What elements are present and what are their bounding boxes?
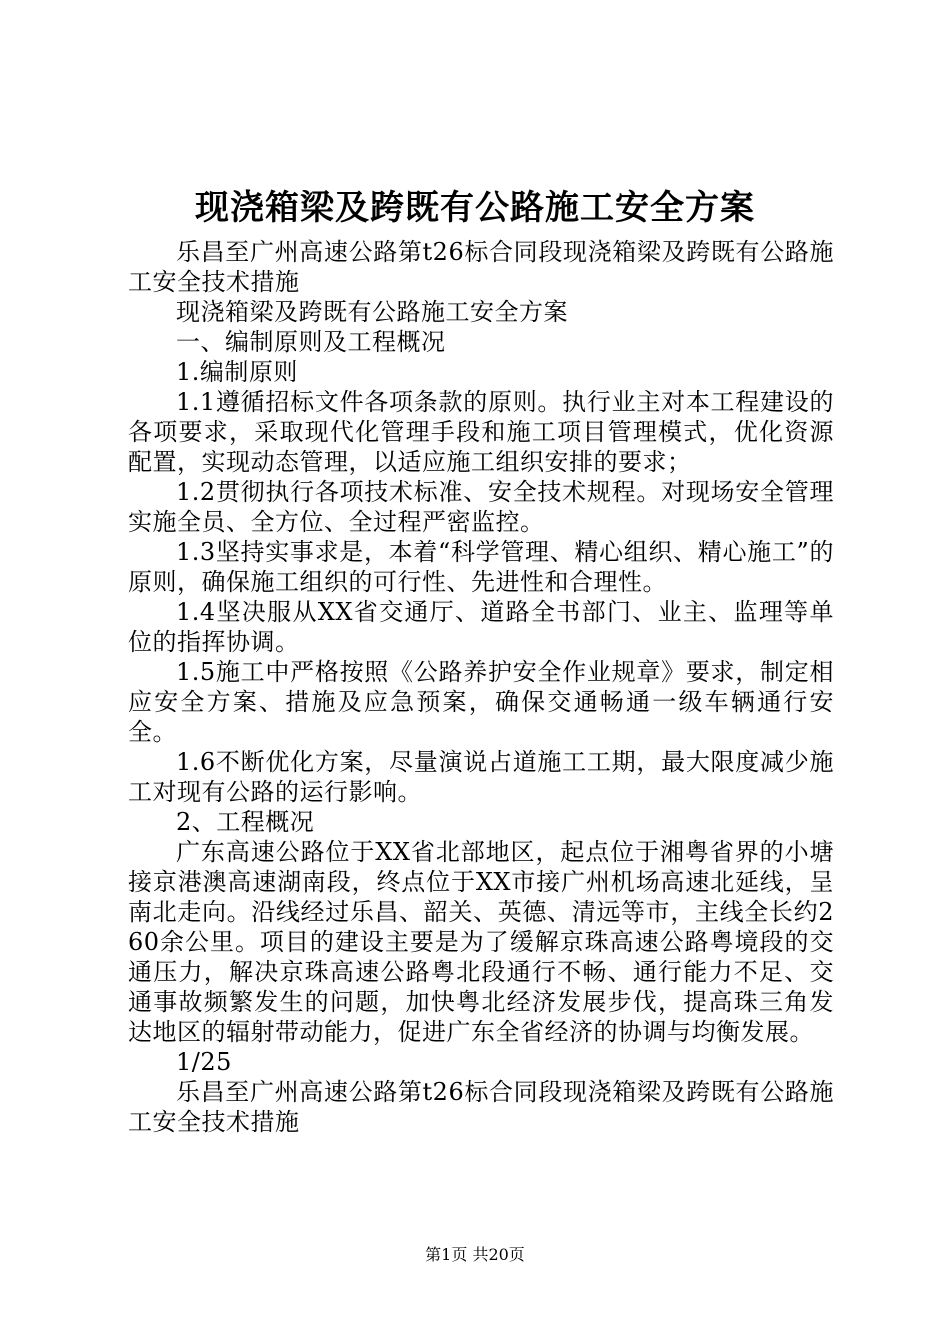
paragraph-1-1: 1.1遵循招标文件各项条款的原则。执行业主对本工程建设的各项要求，采取现代化管理手段和施工项目管理模式，优化资源配置，实现动态管理，以适应施工组织安排的要求；: [128, 388, 834, 476]
document-title: 现浇箱梁及跨既有公路施工安全方案: [195, 188, 755, 228]
document-body: [128, 237, 834, 1137]
paragraph-1-3: 1.3坚持实事求是，本着“科学管理、精心组织、精心施工”的原则，确保施工组织的可行性、先进性和合理性。: [128, 538, 834, 596]
paragraph-overview: 广东高速公路位于XX省北部地区，起点位于湘粤省界的小塘接京港澳高速湖南段，终点位于XX市接广州机场高速北延线，呈南北走向。沿线经过乐昌、韶关、英德、清远等市，主线全长约260余公里。项目的建设主要是为了缓解京珠高速公路粤境段的交通压力，解决京珠高速公路粤北段通行不畅、通行能力不足、交通事故频繁发生的问题，加快粤北经济发展步伐，提高珠三角发达地区的辐射带动能力，促进广东全省经济的协调与均衡发展。: [128, 838, 834, 1046]
paragraph-header-note: 乐昌至广州高速公路第t26标合同段现浇箱梁及跨既有公路施工安全技术措施: [128, 238, 834, 296]
page-footer: 第1页 共20页: [425, 1245, 525, 1264]
paragraph-1-5: 1.5施工中严格按照《公路养护安全作业规章》要求，制定相应安全方案、措施及应急预案，确保交通畅通一级车辆通行安全。: [128, 658, 834, 746]
paragraph-1-4: 1.4坚决服从XX省交通厅、道路全书部门、业主、监理等单位的指挥协调。: [128, 598, 834, 656]
paragraph-subtitle: 现浇箱梁及跨既有公路施工安全方案: [176, 298, 568, 326]
paragraph-repeated-header: 乐昌至广州高速公路第t26标合同段现浇箱梁及跨既有公路施工安全技术措施: [128, 1078, 834, 1136]
section-heading-1: 一、编制原则及工程概况: [176, 328, 446, 356]
paragraph-1-2: 1.2贯彻执行各项技术标准、安全技术规程。对现场安全管理实施全员、全方位、全过程严密监控。: [128, 478, 834, 536]
page-fraction-marker: 1/25: [176, 1048, 232, 1076]
subsection-heading-1: 1.编制原则: [176, 358, 298, 386]
section-heading-2: 2、工程概况: [176, 808, 315, 836]
paragraph-1-6: 1.6不断优化方案，尽量演说占道施工工期，最大限度减少施工对现有公路的运行影响。: [128, 748, 834, 806]
